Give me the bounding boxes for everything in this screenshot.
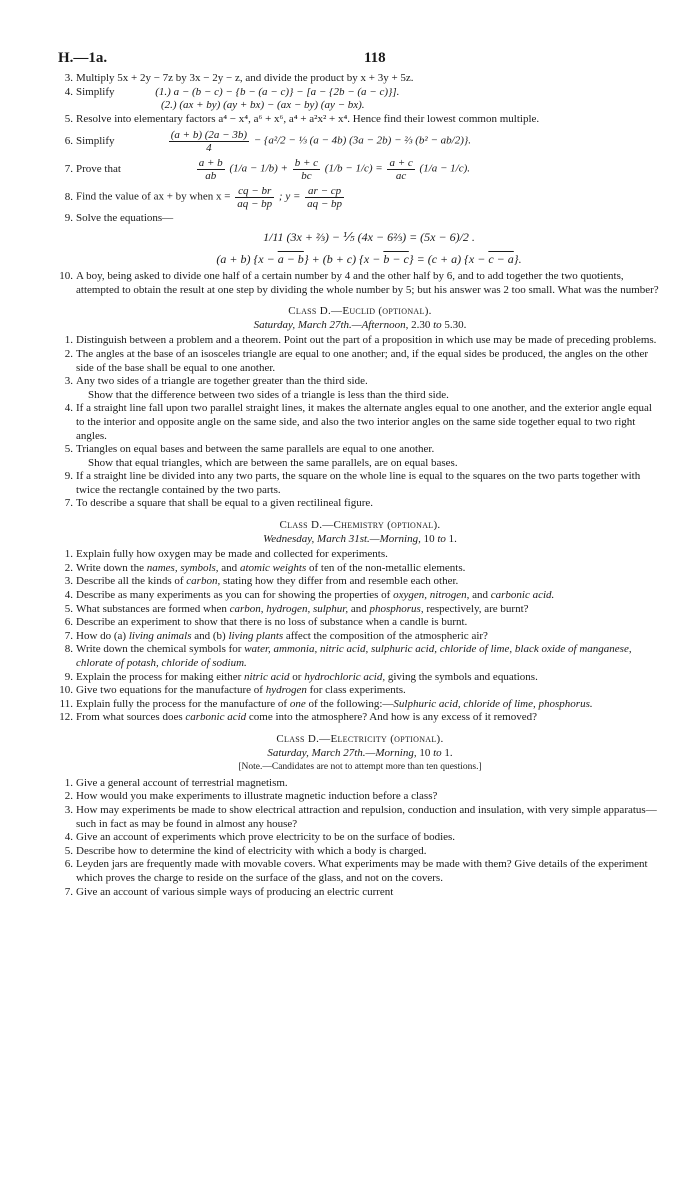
text-part: hydrogen bbox=[265, 684, 307, 697]
question-number: 9. bbox=[64, 470, 73, 483]
question-text: How may experiments be made to show electrical attraction and repulsion, conduction and insulation, with very simple apparatus—such in fact as may be found in almost any house? bbox=[76, 803, 657, 830]
denominator: ac bbox=[395, 170, 407, 183]
expression-part: (1/a − 1/b) + bbox=[229, 163, 288, 176]
question-number: 9. bbox=[64, 212, 73, 225]
question-number: 4. bbox=[64, 85, 73, 98]
equation-part: a − b bbox=[277, 251, 304, 266]
numerator: b + c bbox=[294, 157, 319, 170]
text-part: carbonic acid bbox=[185, 711, 247, 724]
page-header bbox=[58, 50, 660, 72]
question-lead: Prove that bbox=[76, 163, 121, 176]
question-text: Distinguish between a problem and a theorem. Point out the part of a proposition in which use may be made of preceding problems. bbox=[76, 334, 657, 347]
question-number: 4. bbox=[64, 589, 73, 602]
question-number: 3. bbox=[64, 575, 73, 588]
question-number: 1. bbox=[64, 334, 73, 347]
schedule-part: Saturday, March 27th.—Morning, bbox=[267, 746, 417, 759]
section-title-electricity bbox=[58, 733, 662, 747]
text-part: and (b) bbox=[191, 629, 229, 642]
question-text: Multiply 5x + 2y − 7z by 3x − 2y − z, and divide the product by x + 3y + 5z. bbox=[76, 72, 414, 84]
text-part: atomic weights bbox=[239, 561, 307, 574]
section-schedule-euclid bbox=[58, 319, 662, 333]
electricity-question bbox=[58, 886, 662, 900]
text-part: names, symbols, bbox=[146, 561, 219, 574]
question-number: 9. bbox=[64, 670, 73, 683]
equation-part: b − c bbox=[383, 251, 409, 266]
chemistry-question bbox=[58, 630, 662, 644]
question-text: Leyden jars are frequently made with movable covers. What experiments may be made with them? Give details of the experiment which proves the charge to reside on the surface of the glass, and not on the covers. bbox=[76, 858, 648, 884]
question-number: 6. bbox=[64, 858, 73, 871]
text-part: Write down the chemical symbols for bbox=[76, 643, 245, 656]
text-part: and bbox=[218, 561, 240, 574]
question-text: Solve the equations— bbox=[76, 212, 174, 225]
text-part: From what sources does bbox=[76, 711, 186, 724]
schedule-part: 1. bbox=[441, 746, 453, 759]
question-number: 10. bbox=[59, 684, 73, 697]
chemistry-question bbox=[58, 671, 662, 685]
text-part: How do (a) bbox=[76, 629, 129, 642]
schedule-part: Wednesday, March 31st.—Morning, bbox=[263, 532, 421, 545]
algebra-question-8 bbox=[58, 185, 662, 210]
section-title-euclid bbox=[58, 305, 662, 319]
schedule-part: 2.30 bbox=[408, 318, 434, 331]
schedule-part: to bbox=[437, 532, 446, 545]
schedule-part: 5.30. bbox=[441, 318, 467, 331]
chemistry-question bbox=[58, 562, 662, 576]
text-part: phosphorus, bbox=[369, 602, 424, 615]
question-number: 7. bbox=[64, 885, 73, 898]
section-schedule-chemistry bbox=[58, 533, 662, 547]
denominator: bc bbox=[301, 170, 312, 183]
question-number: 5. bbox=[64, 602, 73, 615]
question-number: 5. bbox=[64, 443, 73, 456]
schedule-part: 1. bbox=[445, 532, 457, 545]
electricity-question bbox=[58, 790, 662, 804]
title-part: Electricity bbox=[330, 732, 388, 745]
text-part: stating how they differ from and resemble each other. bbox=[220, 575, 459, 588]
algebra-question-7 bbox=[58, 157, 662, 182]
numerator: ar − cp bbox=[305, 185, 344, 198]
question-number: 1. bbox=[64, 548, 73, 561]
question-number: 1. bbox=[64, 776, 73, 789]
question-subtext: Show that equal triangles, which are between the same parallels, are on equal bases. bbox=[88, 456, 458, 469]
question-number: 2. bbox=[64, 347, 73, 360]
euclid-question bbox=[58, 443, 662, 470]
schedule-part: to bbox=[433, 746, 442, 759]
question-text: Give a general account of terrestrial magnetism. bbox=[76, 776, 288, 789]
expression: − {a²/2 − ⅓ (a − 4b) (3a − 2b) − ⅔ (b² − ab/2)}. bbox=[253, 135, 472, 148]
numerator: (a + b) (2a − 3b) bbox=[170, 129, 247, 142]
numerator: a + b bbox=[198, 157, 223, 170]
question-number: 6. bbox=[64, 135, 73, 148]
schedule-part: 10 bbox=[416, 746, 434, 759]
title-part: Chemistry bbox=[333, 519, 385, 532]
title-part: Class D.— bbox=[288, 305, 343, 318]
text-part: What substances are formed when bbox=[76, 602, 230, 615]
euclid-question bbox=[58, 334, 662, 348]
question-number: 5. bbox=[64, 112, 73, 125]
text-part: Explain the process for making either bbox=[76, 670, 245, 683]
equation-part: }. bbox=[513, 251, 522, 266]
question-text: To describe a square that shall be equal to a given rectilineal figure. bbox=[76, 497, 374, 510]
denominator: aq − bp bbox=[237, 198, 273, 211]
text-part: carbonic acid. bbox=[490, 589, 555, 602]
section-schedule-electricity bbox=[58, 747, 662, 761]
title-part: (optional). bbox=[387, 732, 444, 745]
algebra-question-4 bbox=[58, 86, 662, 113]
expression-1: (1.) a − (b − c) − {b − (a − c)} − [a − {2b − (a − c)}]. bbox=[155, 85, 400, 98]
denominator: aq − bp bbox=[307, 198, 343, 211]
chemistry-question bbox=[58, 698, 662, 712]
euclid-question bbox=[58, 348, 662, 375]
text-part: and bbox=[348, 602, 370, 615]
question-number: 3. bbox=[64, 72, 73, 84]
chemistry-question bbox=[58, 603, 662, 617]
text-part: Explain fully the process for the manufacture of bbox=[76, 697, 290, 710]
question-text: The angles at the base of an isosceles triangle are equal to one another; and, if the equal sides be produced, the angles on the other side of the base shall be equal to one another. bbox=[76, 347, 649, 374]
chemistry-question bbox=[58, 643, 662, 670]
question-number: 12. bbox=[59, 711, 73, 724]
section-note: [Note.—Candidates are not to attempt more than ten questions.] bbox=[238, 762, 482, 773]
text-part: living animals bbox=[128, 629, 192, 642]
question-number: 2. bbox=[64, 790, 73, 803]
question-text: Give an account of experiments which prove electricity to be on the surface of bodies. bbox=[76, 831, 456, 844]
text-part: come into the atmosphere? And how is any excess of it removed? bbox=[246, 711, 537, 724]
question-number: 6. bbox=[64, 616, 73, 629]
text-part: one bbox=[289, 697, 306, 710]
chemistry-question bbox=[58, 684, 662, 698]
page-number: 118 bbox=[364, 50, 386, 66]
question-number: 4. bbox=[64, 402, 73, 415]
chemistry-question bbox=[58, 548, 662, 562]
title-part: Class D.— bbox=[276, 732, 331, 745]
fraction bbox=[235, 185, 274, 210]
question-text: If a straight line be divided into any two parts, the square on the whole line is equal to the squares on the two parts together with twice the rectangle contained by the two parts. bbox=[76, 470, 641, 496]
numerator: cq − br bbox=[235, 185, 274, 198]
electricity-question bbox=[58, 804, 662, 831]
equation-part: } = (c + a) {x − bbox=[408, 251, 489, 266]
question-number: 7. bbox=[64, 497, 73, 510]
equation-2 bbox=[76, 248, 662, 270]
text-part: or bbox=[289, 670, 305, 683]
title-part: Class D.— bbox=[279, 519, 334, 532]
text-part: carbon, bbox=[186, 575, 221, 588]
numerator: a + c bbox=[389, 157, 413, 170]
title-part: (optional). bbox=[384, 519, 441, 532]
question-number: 7. bbox=[64, 629, 73, 642]
equation-1: 1/11 (3x + ⅔) − ⅕ (4x − 6⅔) = (5x − 6)/2 . bbox=[263, 229, 475, 244]
question-text: Any two sides of a triangle are together greater than the third side. bbox=[76, 375, 368, 388]
chemistry-question bbox=[58, 711, 662, 725]
schedule-part: Saturday, March 27th.—Afternoon, bbox=[253, 318, 409, 331]
expression-part: (1/b − 1/c) = bbox=[324, 163, 383, 176]
equation-part: c − a bbox=[488, 251, 514, 266]
text-part: carbon, hydrogen, sulphur, bbox=[229, 602, 349, 615]
document-reference: H.—1a. bbox=[58, 50, 108, 66]
text-part: giving the symbols and equations. bbox=[385, 670, 538, 683]
chemistry-questions bbox=[58, 548, 662, 725]
question-text: Resolve into elementary factors a⁴ − x⁴, a⁶ + x⁶, a⁴ + a²x² + x⁴. Hence find their lowest common multiple. bbox=[76, 112, 540, 125]
euclid-question bbox=[58, 402, 662, 443]
text-part: oxygen, nitrogen, bbox=[393, 589, 470, 602]
question-number: 3. bbox=[64, 803, 73, 816]
question-number: 11. bbox=[59, 697, 73, 710]
question-text: How would you make experiments to illustrate magnetic induction before a class? bbox=[76, 790, 438, 803]
fraction bbox=[169, 129, 249, 154]
question-text: A boy, being asked to divide one half of a certain number by 4 and the other half by 6, and to add together the two quotients, attempted to obtain the result at one step by dividing the whole number by 5; but his answer was 2 too small. What was the number? bbox=[76, 269, 659, 296]
algebra-question-6 bbox=[58, 129, 662, 154]
question-number: 8. bbox=[64, 191, 73, 204]
question-number: 5. bbox=[64, 844, 73, 857]
denominator: ab bbox=[205, 170, 217, 183]
text-part: Give two equations for the manufacture of bbox=[76, 684, 266, 697]
euclid-question bbox=[58, 470, 662, 497]
electricity-question bbox=[58, 858, 662, 885]
fraction bbox=[305, 185, 344, 210]
question-text: Give an account of various simple ways of producing an electric current bbox=[76, 885, 394, 898]
section-title-chemistry bbox=[58, 519, 662, 533]
question-number: 7. bbox=[64, 163, 73, 176]
question-number: 10. bbox=[59, 269, 73, 282]
algebra-question-5 bbox=[58, 113, 662, 127]
text-part: living plants bbox=[228, 629, 284, 642]
text-part: hydrochloric acid, bbox=[304, 670, 386, 683]
text-part: for class experiments. bbox=[306, 684, 406, 697]
question-text: Describe an experiment to show that there is no loss of substance when a candle is burnt. bbox=[76, 616, 468, 629]
equation-part: } + (b + c) {x − bbox=[303, 251, 384, 266]
question-number: 2. bbox=[64, 561, 73, 574]
fraction bbox=[387, 157, 414, 182]
question-number: 8. bbox=[64, 643, 73, 656]
text-part: and bbox=[469, 589, 491, 602]
expression-part: (1/a − 1/c). bbox=[419, 163, 471, 176]
question-text: If a straight line fall upon two parallel straight lines, it makes the alternate angles equal to one another, and the exterior angle equal to the interior and opposite angle on the same side, and also the two interior angles on the same side together equal to two right angles. bbox=[76, 402, 652, 442]
text-part: Write down the bbox=[76, 561, 147, 574]
euclid-question bbox=[58, 497, 662, 511]
chemistry-question bbox=[58, 575, 662, 589]
title-part: Euclid bbox=[342, 305, 376, 318]
question-text: Triangles on equal bases and between the same parallels are equal to one another. bbox=[76, 443, 435, 456]
schedule-part: 10 bbox=[420, 532, 438, 545]
question-text: Explain fully how oxygen may be made and collected for experiments. bbox=[76, 548, 388, 561]
euclid-questions bbox=[58, 334, 662, 511]
euclid-question bbox=[58, 375, 662, 402]
text-part: Describe all the kinds of bbox=[76, 575, 187, 588]
electricity-question bbox=[58, 831, 662, 845]
text-part: affect the composition of the atmospheric air? bbox=[283, 629, 488, 642]
fraction bbox=[293, 157, 320, 182]
page-content bbox=[58, 72, 662, 899]
denominator: 4 bbox=[206, 142, 212, 155]
question-subtext: Show that the difference between two sides of a triangle is less than the third side. bbox=[88, 388, 449, 401]
chemistry-question bbox=[58, 616, 662, 630]
question-lead: Simplify bbox=[76, 135, 115, 148]
algebra-question-3 bbox=[58, 72, 662, 86]
algebra-question-9 bbox=[58, 212, 662, 270]
question-number: 3. bbox=[64, 375, 73, 388]
question-number: 4. bbox=[64, 831, 73, 844]
text-part: Describe as many experiments as you can for showing the properties of bbox=[76, 589, 394, 602]
question-text: Describe how to determine the kind of electricity with which a body is charged. bbox=[76, 844, 427, 857]
text-part: Sulphuric acid, chloride of lime, phosphorus. bbox=[393, 697, 593, 710]
text-part: nitric acid bbox=[244, 670, 290, 683]
question-lead: Find the value of ax + by when x = bbox=[76, 191, 231, 204]
fraction bbox=[197, 157, 225, 182]
text-part: water, ammonia, nitric acid, sulphuric acid, chloride of lime, black oxide of manganese, chlorate of potash, chloride of sodium. bbox=[76, 643, 632, 669]
chemistry-question bbox=[58, 589, 662, 603]
electricity-questions bbox=[58, 777, 662, 899]
electricity-question bbox=[58, 845, 662, 859]
text-part: of ten of the non-metallic elements. bbox=[306, 561, 466, 574]
algebra-question-10 bbox=[58, 270, 662, 297]
text-part: of the following:— bbox=[305, 697, 394, 710]
title-part: (optional). bbox=[375, 305, 432, 318]
schedule-part: to bbox=[433, 318, 442, 331]
electricity-question bbox=[58, 777, 662, 791]
expression-part: ; y = bbox=[278, 191, 301, 204]
text-part: respectively, are burnt? bbox=[423, 602, 529, 615]
question-lead: Simplify bbox=[76, 85, 115, 98]
expression-2: (2.) (ax + by) (ay + bx) − (ax − by) (ay − bx). bbox=[161, 99, 365, 112]
equation-part: (a + b) {x − bbox=[216, 251, 278, 266]
